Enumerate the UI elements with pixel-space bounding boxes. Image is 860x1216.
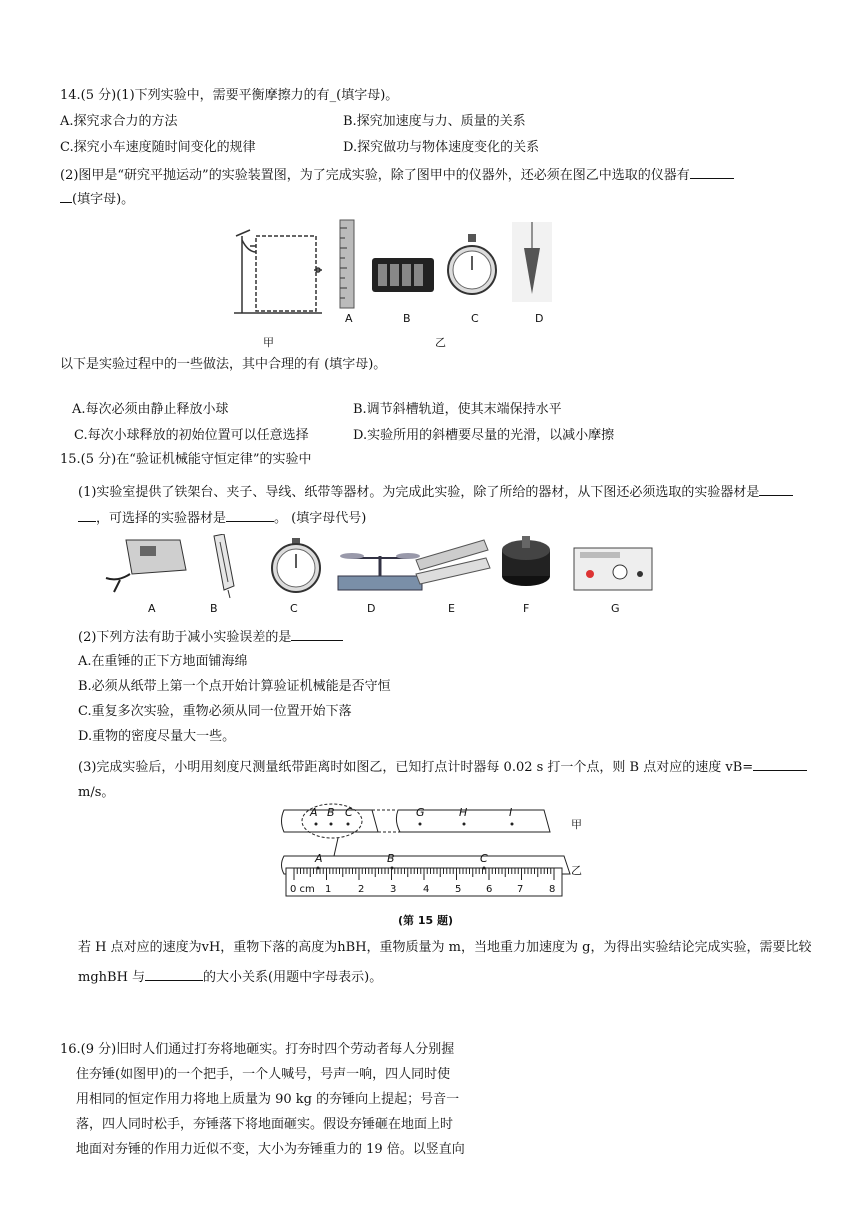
q15-method-d: D.重物的密度尽量大一些。 xyxy=(78,729,236,744)
q14-option-a: A.探究求合力的方法 xyxy=(60,114,178,129)
tape-point-label: I xyxy=(509,806,513,819)
answer-blank xyxy=(759,483,793,496)
fig15-yi-label: 乙 xyxy=(571,864,582,877)
equipment-label: A xyxy=(148,602,156,615)
plumb-bob-illustration xyxy=(512,222,552,302)
figure-label: C xyxy=(471,312,479,325)
steel-ruler-illustration xyxy=(416,540,490,584)
tape-point-label: G xyxy=(416,806,425,819)
answer-blank xyxy=(78,509,96,522)
weights-box-illustration xyxy=(372,258,434,292)
answer-blank xyxy=(690,166,734,179)
q14-option-d: D.探究做功与物体速度变化的关系 xyxy=(343,140,540,155)
q14-stem2-line2 xyxy=(60,190,134,208)
ruler-number: 2 xyxy=(358,884,365,895)
q15-sub2 xyxy=(78,628,343,646)
figure-label: D xyxy=(535,312,544,325)
projectile-apparatus-illustration xyxy=(234,230,322,313)
tape-point-label: C xyxy=(480,852,488,865)
q16-line: 地面对夯锤的作用力近似不变，大小为夯锤重力的 19 倍。以竖直向 xyxy=(76,1142,465,1157)
answer-blank xyxy=(226,509,274,522)
stopwatch-illustration xyxy=(272,538,320,592)
q15-method-a: A.在重锤的正下方地面铺海绵 xyxy=(78,654,248,669)
q15-sub4-line2 xyxy=(78,968,382,986)
q14-practice-b: B.调节斜槽轨道，使其末端保持水平 xyxy=(353,402,562,417)
q15-sub2-text: (2)下列方法有助于减小实验误差的是 xyxy=(78,630,292,645)
q14-stem2-text: (2)图甲是“研究平抛运动”的实验装置图，为了完成实验，除了图甲中的仪器外，还必须在图乙中选取的仪器有 xyxy=(60,168,690,183)
q15-method-c: C.重复多次实验，重物必须从同一位置开始下落 xyxy=(78,704,352,719)
q16-line: 16.(9 分)旧时人们通过打夯将地砸实。打夯时四个劳动者每人分别握 xyxy=(60,1042,455,1057)
q15-sub1-line1 xyxy=(78,483,793,501)
ruler-number: 8 xyxy=(549,884,556,895)
equipment-label: E xyxy=(448,602,455,615)
ruler-number: 7 xyxy=(517,884,524,895)
q14-practice-d: D.实验所用的斜槽要尽量的光滑，以减小摩擦 xyxy=(353,428,615,443)
equipment-label: D xyxy=(367,602,376,615)
ruler-number: 1 xyxy=(325,884,332,895)
q15-sub4-text: mghBH 与 xyxy=(78,970,146,985)
answer-blank xyxy=(291,628,343,641)
ruler-number: 4 xyxy=(423,884,430,895)
fig15-jia-label: 甲 xyxy=(571,818,582,831)
q15-sub3-line1 xyxy=(78,758,807,776)
q15-sub4-line1: 若 H 点对应的速度为vH，重物下落的高度为hBH，重物质量为 m，当地重力加速度为 g，为得出实验结论完成实验，需要比较 xyxy=(78,940,812,955)
ruler-number: 6 xyxy=(486,884,493,895)
equipment-label: G xyxy=(611,602,620,615)
answer-blank xyxy=(753,758,807,771)
q16-line: 用相同的恒定作用力将地上质量为 90 kg 的夯锤向上提起；号音一 xyxy=(76,1092,460,1107)
tape-point-label: C xyxy=(345,806,353,819)
q15-equipment-figure xyxy=(100,534,660,600)
q15-sub1-text2: ，可选择的实验器材是 xyxy=(96,511,227,526)
tape-point-label: B xyxy=(327,806,335,819)
q16-line: 住夯锤(如图甲)的一个把手，一个人喊号，号声一响，四人同时使 xyxy=(76,1067,451,1082)
q14-option-c: C.探究小车速度随时间变化的规律 xyxy=(60,140,256,155)
q14-stem2-line1 xyxy=(60,166,734,184)
power-supply-illustration xyxy=(106,540,186,592)
balance-scale-illustration xyxy=(338,553,422,590)
spark-timer-illustration xyxy=(574,548,652,590)
figure-yi-label: 乙 xyxy=(435,336,446,349)
q14-practice-c: C.每次小球释放的初始位置可以任意选择 xyxy=(74,428,309,443)
q14-figure xyxy=(230,218,570,353)
equipment-label: F xyxy=(523,602,530,615)
q14-option-b: B.探究加速度与力、质量的关系 xyxy=(343,114,526,129)
figure-jia-label: 甲 xyxy=(263,336,274,349)
ruler-number: 0 cm xyxy=(290,884,315,895)
q15-sub3-text: (3)完成实验后，小明用刻度尺测量纸带距离时如图乙，已知打点计时器每 0.02 s 打一个点，则 B 点对应的速度 vB= xyxy=(78,760,754,775)
answer-blank xyxy=(60,190,72,203)
q14-stem1: 14.(5 分)(1)下列实验中，需要平衡摩擦力的有_(填字母)。 xyxy=(60,88,399,103)
fig15-caption: (第 15 题) xyxy=(398,914,454,927)
q15-sub1-line2 xyxy=(78,509,366,527)
q16-line: 落，四人同时松手，夯锤落下将地面砸实。假设夯锤砸在地面上时 xyxy=(76,1117,454,1132)
q14-practice-a: A.每次必须由静止释放小球 xyxy=(72,402,229,417)
ruler-number: 5 xyxy=(455,884,462,895)
answer-blank xyxy=(145,968,203,981)
tape-point-label: B xyxy=(387,852,395,865)
ruler-number: 3 xyxy=(390,884,397,895)
tape-point-label: H xyxy=(459,806,468,819)
ruler-illustration xyxy=(340,220,354,308)
equipment-label: C xyxy=(290,602,298,615)
heavy-weight-illustration xyxy=(502,536,550,586)
q15-sub3-line2: m/s。 xyxy=(78,785,115,800)
q15-sub1-text: (1)实验室提供了铁架台、夹子、导线、纸带等器材。为完成此实验，除了所给的器材，从下图还必须选取的实验器材是 xyxy=(78,485,760,500)
q15-sub4-text2: 的大小关系(用题中字母表示)。 xyxy=(203,970,383,985)
figure-label: B xyxy=(403,312,411,325)
tape-point-label: A xyxy=(310,806,318,819)
stopwatch-illustration xyxy=(448,234,496,294)
q15-stem: 15.(5 分)在“验证机械能守恒定律”的实验中 xyxy=(60,452,312,467)
figure-label: A xyxy=(345,312,353,325)
q15-method-b: B.必须从纸带上第一个点开始计算验证机械能是否守恒 xyxy=(78,679,391,694)
tape-point-label: A xyxy=(315,852,323,865)
equipment-label: B xyxy=(210,602,218,615)
q15-sub1-text3: 。 (填字母代号) xyxy=(274,511,367,526)
q14-stem3: 以下是实验过程中的一些做法，其中合理的有 (填字母)。 xyxy=(60,357,387,372)
spring-scale-illustration xyxy=(214,534,234,598)
q14-stem2-text2: (填字母)。 xyxy=(72,192,135,207)
